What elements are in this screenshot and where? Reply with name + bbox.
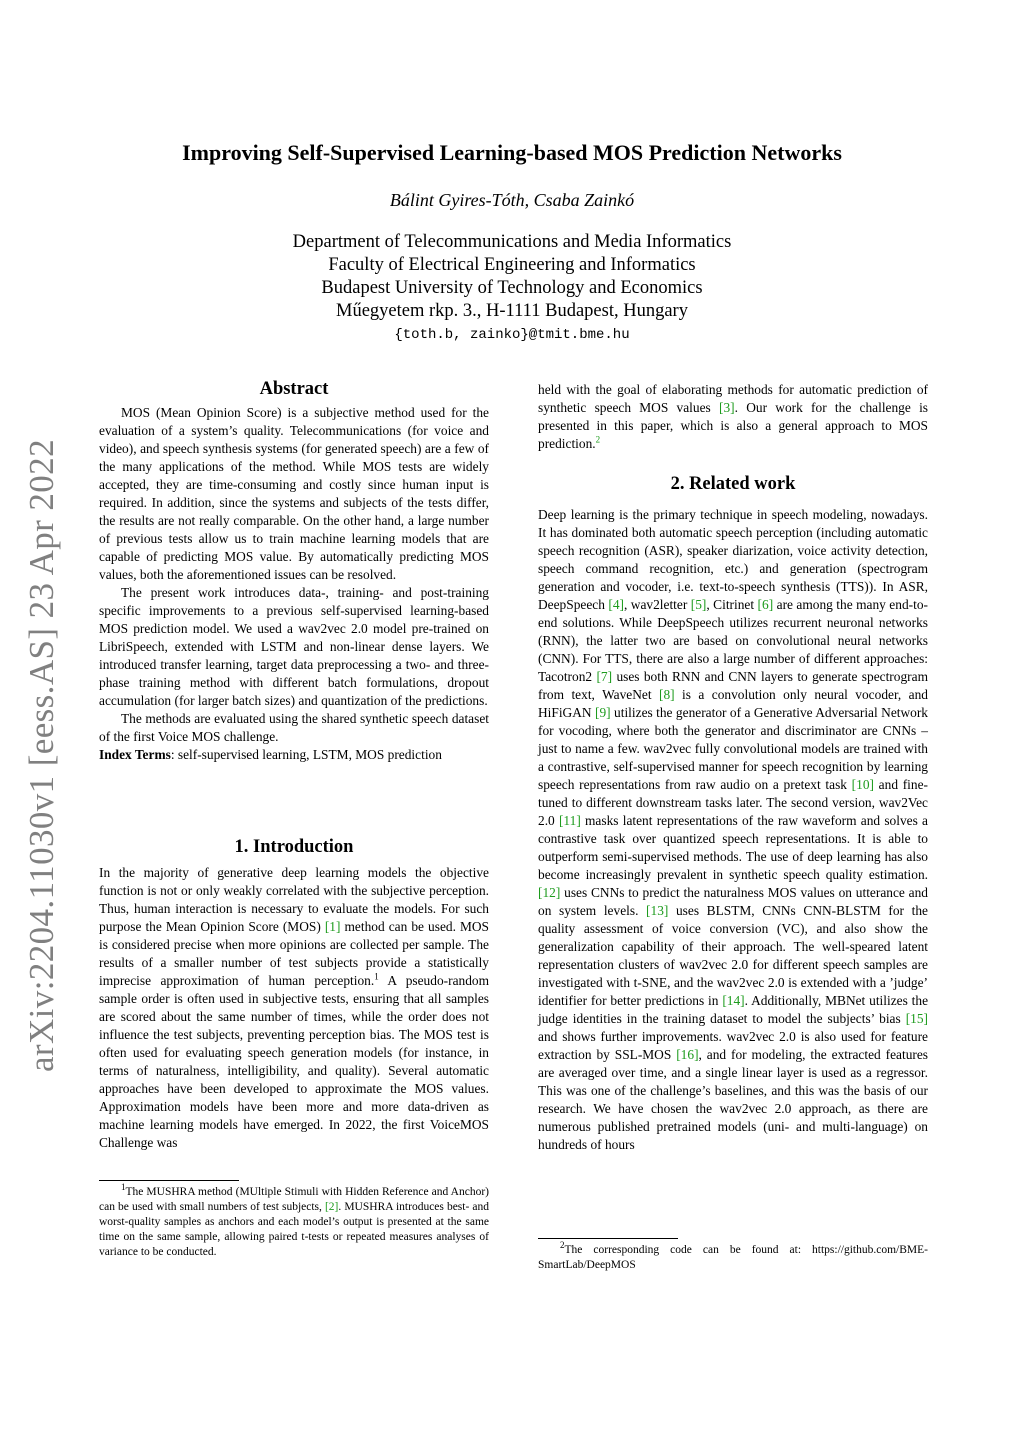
abstract-paragraph: The methods are evaluated using the shared synthetic speech dataset of the first Voice MOS challenge. (99, 711, 489, 744)
citation-link[interactable]: [8] (658, 687, 675, 702)
citation-link[interactable]: [15] (905, 1011, 928, 1026)
paper-title: Improving Self-Supervised Learning-based MOS Prediction Networks (182, 140, 842, 165)
footnote-1: $^1$The MUSHRA method (MUltiple Stimuli with Hidden Reference and Anchor) can be used with small numbers of test subjects, [2]. MUSHRA introduces best- and worst-quality samples as anchors and each model’s output is presented at the same time on the same sample, allowing paired t-tests or repeated measures analyses of variance to be conducted. (99, 1182, 489, 1258)
related-work-section (538, 472, 928, 1154)
abstract-heading: Abstract (259, 379, 329, 399)
footnote-marker[interactable]: 2 (595, 434, 601, 445)
index-terms (99, 746, 489, 764)
citation-link[interactable]: [6] (757, 597, 774, 612)
introduction-section (99, 835, 489, 1152)
related-work-paragraph: Deep learning is the primary technique in speech modeling, nowadays. It has dominated both automatic speech perception (including automatic speech recognition (ASR), speaker diarization, voice activity detection, speech command recognition, etc.) and generation (spectrogram generation and vocoder, i.e. text-to-speech synthesis (TTS)). In ASR, DeepSpeech [4], wav2letter [5], Citrinet [6] are among the many end-to-end solutions. While DeepSpeech utilizes recurrent neuronal networks (RNN), the latter two are based on convolutional neural networks (CNN). For TTS, there are also a large number of different approaches: Tacotron2 [7] uses both RNN and CNN layers to generate spectrogram from text, WaveNet [8] is a convolution only neural vocoder, and HiFiGAN [9] utilizes the generator of a Generative Adversarial Network for vocoding, where both the generator and discriminator are CNNs – just to name a few. wav2vec fully convolutional models are trained with a contrastive, self-supervised manner for speech recognition by learning speech representations from raw audio on a pretext task [10] and fine-tuned to different downstream tasks later. The second version, wav2Vec 2.0 [11] masks latent representations of the raw waveform and solves a contrastive task over quantized speech representations. It is able to outperform semi-supervised methods. The use of deep learning has also become increasingly prevalent in synthetic speech quality estimation. [12] uses CNNs to predict the naturalness MOS values on utterance and on system levels. [13] uses BLSTM, CNNs CNN-BLSTM for the quality assessment of voice conversion (VC), and also show the generalization capability of their approach. The well-speared latent representation clusters of wav2vec 2.0 for different speech samples are investigated with t-SNE, and the wav2vec 2.0 is extended with a ’judge’ identifier for better predictions in [14]. Additionally, MBNet utilizes the judge identities in the training dataset to model the subjects’ bias [15] and shows further improvements. wav2vec 2.0 is also used for feature extraction by SSL-MOS [16], and for modeling, the extracted features are averaged over time, and a single linear layer is used as a regressor. This was one of the challenge’s baselines, and this was the basis of our research. We have chosen the wav2vec 2.0 approach, as there are numerous published pretrained models (uni- and multi-language) on hundreds of hours (538, 507, 929, 1152)
footnote-rule (99, 1180, 239, 1181)
abstract-paragraph: The present work introduces data-, training- and post-training specific improvements to a previous self-supervised learning-based MOS prediction model. We used a wav2vec 2.0 model pre-trained on LibriSpeech, extended with LSTM and non-linear dense layers. We introduced transfer learning, target data preprocessing a two- and three-phase training method with different batch formulations, dropout accumulation (for larger batch sizes) and quantization of the predictions. (99, 585, 489, 708)
citation-link[interactable]: [14] (722, 993, 745, 1008)
footnote-2: $^2$The corresponding code can be found at: https://github.com/BME-SmartLab/DeepMOS (538, 1240, 928, 1271)
affiliation-line: Műegyetem rkp. 3., H-1111 Budapest, Hungary (336, 301, 688, 321)
index-terms-text: : self-supervised learning, LSTM, MOS prediction (170, 747, 442, 762)
citation-link[interactable]: [4] (608, 597, 624, 612)
left-footnote-area (99, 1180, 489, 1260)
affiliation-line: Department of Telecommunications and Media Informatics (292, 232, 732, 252)
right-footnote-area (538, 1238, 928, 1273)
affiliation-line: Budapest University of Technology and Economics (321, 278, 703, 298)
citation-link[interactable]: [12] (538, 885, 561, 900)
affiliation-line: Faculty of Electrical Engineering and Informatics (328, 255, 696, 275)
abstract-paragraph: MOS (Mean Opinion Score) is a subjective method used for the evaluation of a system’s quality. Telecommunications (for voice and video), and speech synthesis systems (for generated speech) are a few of the many applications of the method. While MOS tests are widely accepted, they are time-consuming and costly since human input is required. In addition, since the systems and subjects of the tests differ, the results are not really comparable. On the other hand, a large number of previous tests allow us to train machine learning models that are capable of predicting MOS value. By automatically predicting MOS values, both the aforementioned issues can be resolved. (99, 405, 489, 582)
index-terms-label: Index Terms (99, 747, 171, 762)
authors: Bálint Gyires-Tóth, Csaba Zainkó (389, 190, 635, 210)
citation-link[interactable]: [2] (324, 1201, 339, 1213)
citation-link[interactable]: [7] (596, 669, 613, 684)
footnote-marker[interactable]: 1 (374, 971, 379, 982)
author-email: {toth.b, zainko}@tmit.bme.hu (394, 327, 630, 343)
citation-link[interactable]: [13] (646, 903, 669, 918)
footnote-rule (538, 1238, 678, 1239)
citation-link[interactable]: [9] (595, 705, 611, 720)
citation-link[interactable]: [5] (690, 597, 707, 612)
introduction-heading: 1. Introduction (234, 837, 354, 857)
affiliation (0, 231, 1024, 323)
left-column (99, 377, 489, 764)
citation-link[interactable]: [11] (558, 813, 581, 828)
citation-link[interactable]: [16] (676, 1047, 699, 1062)
arxiv-identifier: arXiv:2204.11030v1 [eess.AS] 23 Apr 2022 (22, 439, 61, 1072)
introduction-paragraph: In the majority of generative deep learning models the objective function is not or only weakly correlated with the subjective perception. Thus, human interaction is necessary to evaluate the models. For such purpose the Mean Opinion Score (MOS) [1] method can be used. MOS is considered precise when more opinions are collected per sample. The results of a smaller number of test subjects provide a statistically imprecise approximation of human perception.$^1$ A pseudo-random sample order is often used in subjective tests, ensuring that all samples are scored about the same number of times, while the order does not influence the test subjects, preventing perception bias. The MOS test is often used for evaluating speech generation models (for instance, in terms of naturalness, intelligibility, and quality). Several automatic approaches have been developed to approximate the MOS values. Approximation models have been more and more data-driven as machine learning models have emerged. In 2022, the first VoiceMOS Challenge was (99, 865, 490, 1150)
citation-link[interactable]: [3] (719, 400, 735, 415)
citation-link[interactable]: [10] (851, 777, 874, 792)
right-column (538, 381, 928, 453)
related-work-heading: 2. Related work (670, 474, 796, 494)
introduction-continued: held with the goal of elaborating methods for automatic prediction of synthetic speech MOS values [3]. Our work for the challenge is presented in this paper, which is also a general approach to MOS prediction.$^2$ (538, 382, 928, 451)
citation-link[interactable]: [1] (324, 919, 341, 934)
